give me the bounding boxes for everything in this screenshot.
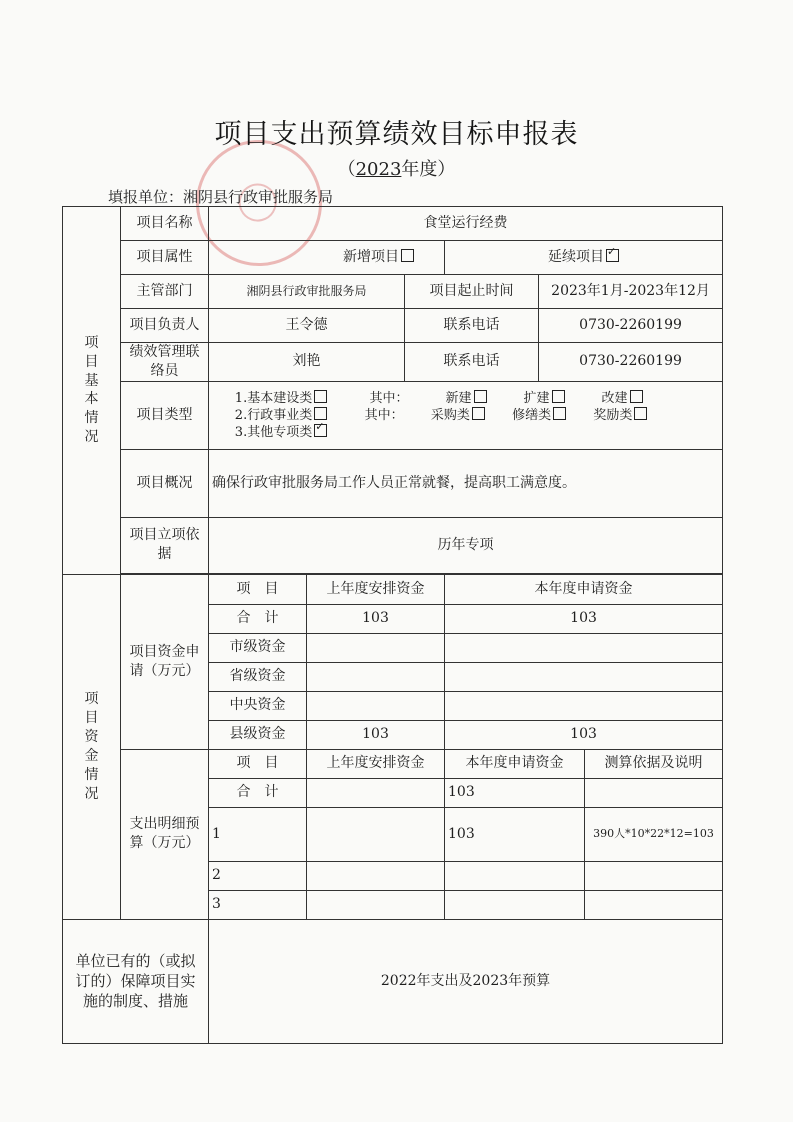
- dept-label: 主管部门: [121, 275, 209, 309]
- detail-row-note[interactable]: [585, 890, 723, 919]
- detail-row-note[interactable]: 390人*10*22*12=103: [585, 807, 723, 861]
- detail-col-note: 测算依据及说明: [585, 749, 723, 778]
- funds-col-last: 上年度安排资金: [307, 574, 445, 604]
- reporting-unit: 填报单位：湘阴县行政审批服务局: [108, 188, 334, 206]
- project-attr-label: 项目属性: [121, 241, 209, 275]
- funds-col-this: 本年度申请资金: [445, 574, 723, 604]
- detail-row-last[interactable]: [307, 778, 445, 807]
- subtype-expand[interactable]: 扩建: [523, 390, 564, 408]
- leader-label: 项目负责人: [121, 309, 209, 343]
- leader-value[interactable]: 王令德: [209, 309, 405, 343]
- contact-phone-label: 联系电话: [405, 343, 539, 382]
- funds-row-last[interactable]: 103: [307, 720, 445, 749]
- funds-row-label: 省级资金: [209, 662, 307, 691]
- attr-new-checkbox[interactable]: [401, 249, 414, 262]
- subtype-new-build[interactable]: 新建: [445, 390, 486, 408]
- attr-continue-option[interactable]: 延续项目✓: [445, 241, 723, 275]
- section-funds: 项目资金情况: [63, 574, 121, 919]
- type-1-checkbox[interactable]: [314, 390, 327, 403]
- funds-row-last[interactable]: [307, 633, 445, 662]
- overview-label: 项目概况: [121, 449, 209, 517]
- measures-label: 单位已有的（或拟订的）保障项目实施的制度、措施: [63, 919, 209, 1043]
- detail-row-this[interactable]: [445, 890, 585, 919]
- detail-budget-label: 支出明细预算（万元）: [121, 749, 209, 919]
- detail-row-this[interactable]: 103: [445, 778, 585, 807]
- type-2-option[interactable]: 2.行政事业类: [211, 407, 351, 424]
- detail-col-this: 本年度申请资金: [445, 749, 585, 778]
- basis-value[interactable]: 历年专项: [209, 517, 723, 573]
- project-name-label: 项目名称: [121, 207, 209, 241]
- funds-row-label: 市级资金: [209, 633, 307, 662]
- funds-row-this[interactable]: [445, 662, 723, 691]
- funds-row-this[interactable]: 103: [445, 720, 723, 749]
- detail-col-last: 上年度安排资金: [307, 749, 445, 778]
- funds-row-label: 县级资金: [209, 720, 307, 749]
- contact-value[interactable]: 刘艳: [209, 343, 405, 382]
- type-3-checkbox[interactable]: [314, 424, 327, 437]
- funds-row-label: 合 计: [209, 604, 307, 633]
- type-2-subtypes: 其中： 采购类 修缮类 奖励类: [351, 407, 661, 424]
- period-label: 项目起止时间: [405, 275, 539, 309]
- detail-row-label: 2: [209, 861, 307, 890]
- page-subtitle: （2023年度）: [337, 159, 456, 180]
- overview-value[interactable]: 确保行政审批服务局工作人员正常就餐，提高职工满意度。: [209, 449, 723, 517]
- type-1-option[interactable]: 1.基本建设类: [211, 390, 351, 407]
- measures-value[interactable]: 2022年支出及2023年预算: [209, 919, 723, 1043]
- contact-phone-value[interactable]: 0730-2260199: [539, 343, 723, 382]
- detail-row-this[interactable]: [445, 861, 585, 890]
- detail-row-last[interactable]: [307, 890, 445, 919]
- funds-row-last[interactable]: 103: [307, 604, 445, 633]
- detail-col-item: 项 目: [209, 749, 307, 778]
- period-value[interactable]: 2023年1月-2023年12月: [539, 275, 723, 309]
- leader-phone-value[interactable]: 0730-2260199: [539, 309, 723, 343]
- subtitle-year: 2023: [355, 159, 402, 180]
- section-basic-info: 项目基本情况: [63, 207, 121, 575]
- funds-row-last[interactable]: [307, 662, 445, 691]
- funds-col-item: 项 目: [209, 574, 307, 604]
- funds-row-last[interactable]: [307, 691, 445, 720]
- contact-label: 绩效管理联络员: [121, 343, 209, 382]
- detail-row-note[interactable]: [585, 778, 723, 807]
- project-type-label: 项目类型: [121, 381, 209, 449]
- reporting-unit-value: 湘阴县行政审批服务局: [183, 188, 334, 206]
- leader-phone-label: 联系电话: [405, 309, 539, 343]
- subtype-purchase[interactable]: 采购类: [431, 407, 485, 425]
- dept-value[interactable]: 湘阴县行政审批服务局: [209, 275, 405, 309]
- funds-row-this[interactable]: 103: [445, 604, 723, 633]
- detail-row-last[interactable]: [307, 807, 445, 861]
- project-type-options: [209, 381, 723, 449]
- attr-new-option[interactable]: 新增项目: [209, 241, 445, 275]
- detail-row-note[interactable]: [585, 861, 723, 890]
- funds-row-this[interactable]: [445, 633, 723, 662]
- type-1-subtypes: 其中： 新建 扩建 改建: [351, 390, 661, 407]
- budget-form-table: [62, 206, 723, 1044]
- detail-row-this[interactable]: 103: [445, 807, 585, 861]
- subtype-repair[interactable]: 修缮类: [512, 407, 566, 425]
- funds-row-this[interactable]: [445, 691, 723, 720]
- subtype-rebuild[interactable]: 改建: [601, 390, 642, 408]
- type-2-checkbox[interactable]: [314, 407, 327, 420]
- detail-row-label: 合 计: [209, 778, 307, 807]
- basis-label: 项目立项依据: [121, 517, 209, 573]
- project-name-value[interactable]: 食堂运行经费: [209, 207, 723, 241]
- funds-apply-label: 项目资金申请（万元）: [121, 574, 209, 749]
- subtype-reward[interactable]: 奖励类: [593, 407, 647, 425]
- funds-row-label: 中央资金: [209, 691, 307, 720]
- detail-row-label: 1: [209, 807, 307, 861]
- page-title: 项目支出预算绩效目标申报表: [214, 119, 579, 150]
- detail-row-last[interactable]: [307, 861, 445, 890]
- attr-continue-checkbox[interactable]: [606, 249, 619, 262]
- detail-row-label: 3: [209, 890, 307, 919]
- type-3-option[interactable]: 3.其他专项类✓: [211, 424, 351, 441]
